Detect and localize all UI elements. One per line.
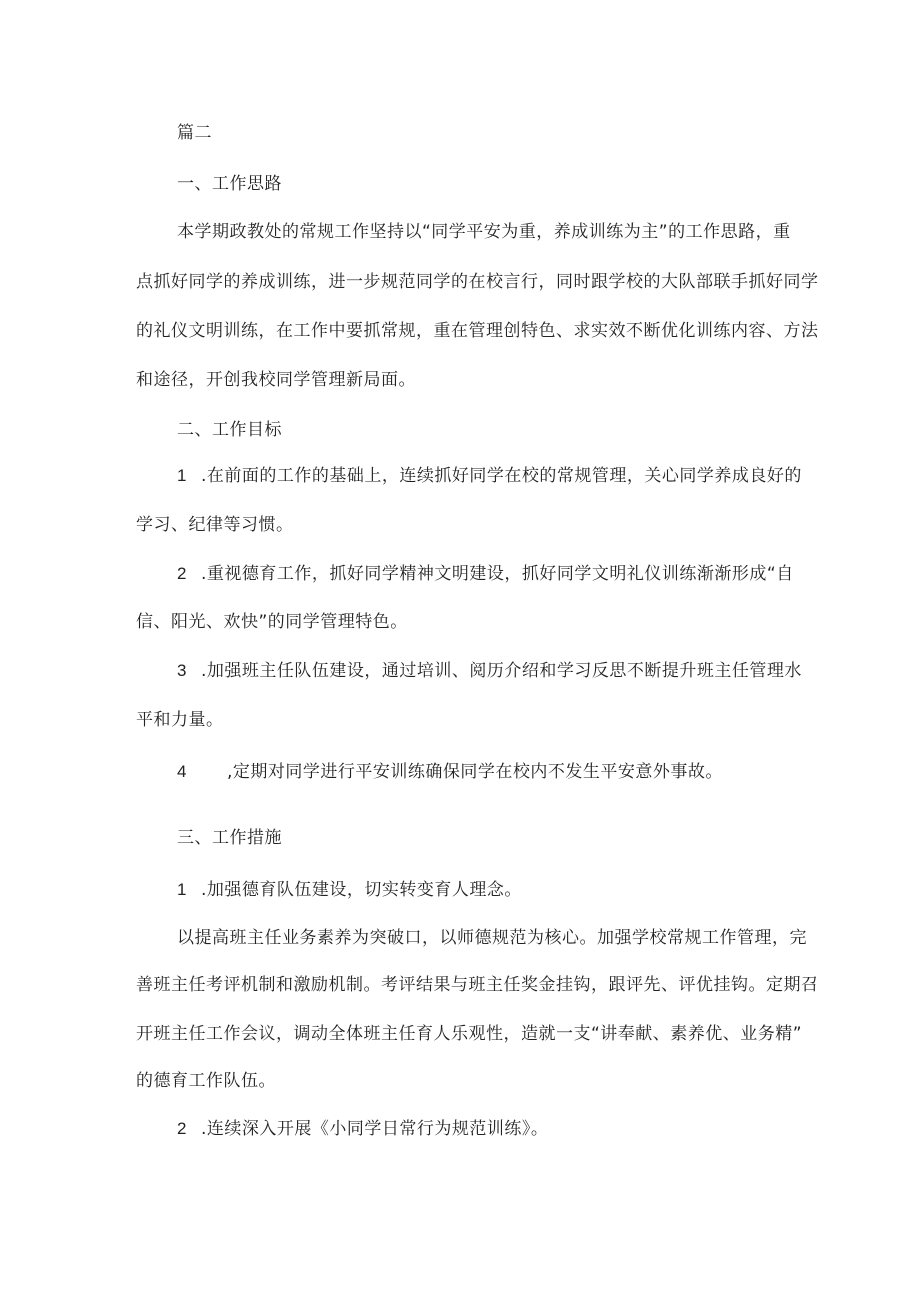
item-text: .重视德育工作，抓好同学精神文明建设，抓好同学文明礼仪训练渐渐形成“自 xyxy=(201,564,794,584)
item-text: .连续深入开展《小同学日常行为规范训练》。 xyxy=(201,1119,549,1139)
section-heading-3: 三、工作措施 xyxy=(177,828,282,848)
item-text: .加强德育队伍建设，切实转变育人理念。 xyxy=(201,880,522,900)
item-continuation: 信、阳光、欢快”的同学管理特色。 xyxy=(136,612,408,632)
list-item xyxy=(177,1117,548,1141)
item-number: 1 xyxy=(177,880,187,899)
section-heading-1: 一、工作思路 xyxy=(177,174,282,194)
item-text: .加强班主任队伍建设，通过培训、阅历介绍和学习反思不断提升班主任管理水 xyxy=(201,661,802,681)
item-number: 3 xyxy=(177,661,187,680)
list-item xyxy=(177,562,794,586)
paragraph-line: 和途径，开创我校同学管理新局面。 xyxy=(136,370,416,390)
section-heading-2: 二、工作目标 xyxy=(177,420,282,440)
item-number: 2 xyxy=(177,1119,187,1138)
paragraph-line: 的德育工作队伍。 xyxy=(136,1071,276,1091)
item-text: ,定期对同学进行平安训练确保同学在校内不发生平安意外事故。 xyxy=(227,762,723,782)
paragraph-line: 开班主任工作会议，调动全体班主任育人乐观性，造就一支“讲奉献、素养优、业务精” xyxy=(136,1024,803,1044)
list-item xyxy=(177,464,802,488)
paragraph-line: 的礼仪文明训练，在工作中要抓常规，重在管理创特色、求实效不断优化训练内容、方法 xyxy=(136,321,819,341)
list-item xyxy=(177,878,522,902)
item-text: .在前面的工作的基础上，连续抓好同学在校的常规管理，关心同学养成良好的 xyxy=(201,466,802,486)
paragraph-line: 点抓好同学的养成训练，进一步规范同学的在校言行，同时跟学校的大队部联手抓好同学 xyxy=(136,272,819,292)
item-number: 4 xyxy=(177,762,187,781)
part-label: 篇二 xyxy=(177,123,212,143)
item-number: 1 xyxy=(177,466,187,485)
paragraph-line: 本学期政教处的常规工作坚持以“同学平安为重，养成训练为主”的工作思路，重 xyxy=(177,222,791,242)
list-item xyxy=(177,760,723,784)
paragraph-line: 善班主任考评机制和激励机制。考评结果与班主任奖金挂钩，跟评先、评优挂钩。定期召 xyxy=(136,975,819,995)
item-continuation: 学习、纪律等习惯。 xyxy=(136,515,294,535)
item-continuation: 平和力量。 xyxy=(136,710,224,730)
list-item xyxy=(177,659,802,683)
item-number: 2 xyxy=(177,564,187,583)
paragraph-line: 以提高班主任业务素养为突破口，以师德规范为核心。加强学校常规工作管理，完 xyxy=(177,928,807,948)
